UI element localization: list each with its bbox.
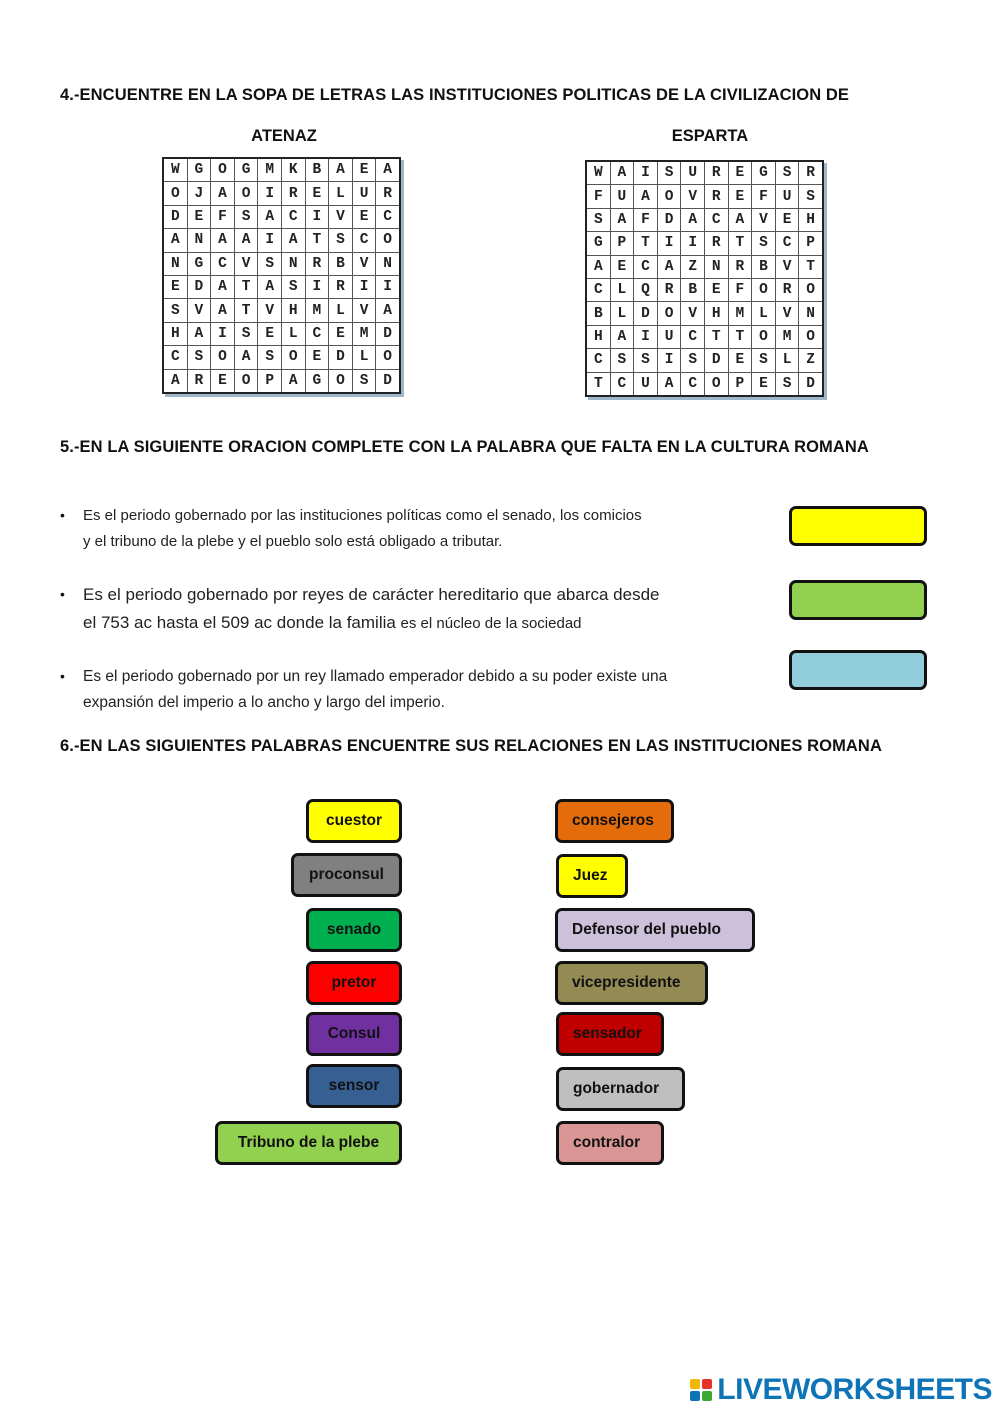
esparta-cell[interactable]: A	[657, 255, 681, 278]
esparta-cell[interactable]: I	[634, 161, 658, 185]
bullet-2: •	[60, 586, 65, 602]
esparta-cell[interactable]: M	[728, 302, 752, 325]
sentence-3-line-2: expansión del imperio a lo ancho y largo del imperio.	[83, 694, 445, 711]
atenas-cell[interactable]: I	[258, 229, 282, 252]
atenas-cell[interactable]: R	[187, 369, 211, 393]
atenas-cell[interactable]: F	[211, 205, 235, 228]
esparta-row	[586, 208, 823, 231]
esparta-cell[interactable]: C	[681, 325, 705, 348]
esparta-cell[interactable]: U	[634, 372, 658, 396]
term-consul[interactable]	[306, 1012, 402, 1056]
atenas-cell[interactable]: J	[187, 182, 211, 205]
esparta-cell[interactable]: R	[704, 232, 728, 255]
esparta-cell[interactable]: L	[610, 302, 634, 325]
esparta-cell[interactable]: U	[775, 185, 799, 208]
esparta-row	[586, 372, 823, 396]
atenas-cell[interactable]: A	[281, 229, 305, 252]
atenas-cell[interactable]: O	[376, 229, 400, 252]
atenas-cell[interactable]: U	[352, 182, 376, 205]
esparta-row	[586, 302, 823, 325]
atenas-cell[interactable]: H	[281, 299, 305, 322]
esparta-word-search[interactable]	[585, 160, 824, 397]
atenas-cell[interactable]: A	[281, 369, 305, 393]
atenas-cell[interactable]: G	[187, 158, 211, 182]
atenas-row	[163, 346, 400, 369]
logo-blocks-icon	[690, 1379, 712, 1401]
relation-contralor[interactable]	[556, 1121, 664, 1165]
esparta-cell[interactable]: A	[610, 208, 634, 231]
esparta-cell[interactable]: O	[657, 185, 681, 208]
atenas-cell[interactable]: A	[163, 229, 187, 252]
atenas-row	[163, 275, 400, 298]
atenas-cell[interactable]: C	[211, 252, 235, 275]
esparta-cell[interactable]: A	[610, 161, 634, 185]
atenas-cell[interactable]: O	[163, 182, 187, 205]
atenas-cell[interactable]: S	[234, 205, 258, 228]
relation-juez-label: Juez	[573, 867, 608, 884]
esparta-cell[interactable]: H	[586, 325, 610, 348]
esparta-cell[interactable]: T	[799, 255, 823, 278]
atenas-cell[interactable]: V	[352, 252, 376, 275]
esparta-cell[interactable]: C	[775, 232, 799, 255]
esparta-cell[interactable]: R	[728, 255, 752, 278]
atenas-cell[interactable]: R	[376, 182, 400, 205]
atenas-cell[interactable]: K	[281, 158, 305, 182]
esparta-cell[interactable]: E	[728, 349, 752, 372]
bullet-3: •	[60, 668, 65, 684]
atenas-cell[interactable]: C	[352, 229, 376, 252]
relation-vicepresidente[interactable]	[555, 961, 708, 1005]
atenas-cell[interactable]: O	[211, 346, 235, 369]
atenas-cell[interactable]: S	[258, 346, 282, 369]
atenas-row	[163, 369, 400, 393]
atenas-cell[interactable]: E	[352, 158, 376, 182]
sentence-2-line-2	[83, 609, 659, 638]
bullet-1: •	[60, 507, 65, 523]
atenas-row	[163, 252, 400, 275]
atenas-cell[interactable]: V	[329, 205, 353, 228]
atenas-cell[interactable]: A	[187, 322, 211, 345]
atenas-cell[interactable]: S	[258, 252, 282, 275]
atenas-row	[163, 299, 400, 322]
atenas-cell[interactable]: A	[329, 158, 353, 182]
esparta-cell[interactable]: U	[657, 325, 681, 348]
relation-gobernador[interactable]	[556, 1067, 685, 1111]
esparta-cell[interactable]: R	[775, 278, 799, 301]
esparta-cell[interactable]: E	[728, 185, 752, 208]
esparta-cell[interactable]: V	[752, 208, 776, 231]
esparta-cell[interactable]: F	[728, 278, 752, 301]
atenas-cell[interactable]: O	[234, 369, 258, 393]
atenas-cell[interactable]: V	[258, 299, 282, 322]
term-consul-label: Consul	[327, 1025, 381, 1042]
esparta-cell[interactable]: S	[681, 349, 705, 372]
esparta-cell[interactable]: C	[586, 349, 610, 372]
atenas-cell[interactable]: M	[258, 158, 282, 182]
atenas-cell[interactable]: O	[376, 346, 400, 369]
atenas-cell[interactable]: S	[163, 299, 187, 322]
esparta-cell[interactable]: S	[752, 349, 776, 372]
term-pretor-label: pretor	[331, 974, 377, 991]
atenas-cell[interactable]: R	[305, 252, 329, 275]
atenas-cell[interactable]: L	[352, 346, 376, 369]
esparta-cell[interactable]: D	[704, 349, 728, 372]
atenas-cell[interactable]: E	[329, 322, 353, 345]
atenas-cell[interactable]: W	[163, 158, 187, 182]
esparta-row	[586, 349, 823, 372]
esparta-cell[interactable]: T	[728, 325, 752, 348]
relation-consejeros[interactable]	[555, 799, 674, 843]
esparta-cell[interactable]: E	[610, 255, 634, 278]
esparta-cell[interactable]: P	[610, 232, 634, 255]
esparta-cell[interactable]: V	[681, 185, 705, 208]
esparta-cell[interactable]: I	[681, 232, 705, 255]
atenas-row	[163, 229, 400, 252]
atenas-cell[interactable]: N	[187, 229, 211, 252]
relation-sensador-label: sensador	[573, 1025, 642, 1042]
sentence-1	[83, 503, 642, 555]
esparta-cell[interactable]: C	[610, 372, 634, 396]
atenas-cell[interactable]: I	[305, 275, 329, 298]
atenas-cell[interactable]: B	[329, 252, 353, 275]
sentence-3	[83, 664, 667, 716]
term-cuestor-label: cuestor	[326, 812, 382, 829]
atenas-cell[interactable]: A	[376, 158, 400, 182]
term-tribuno-label: Tribuno de la plebe	[237, 1134, 380, 1151]
esparta-cell[interactable]: U	[681, 161, 705, 185]
atenas-cell[interactable]: T	[234, 275, 258, 298]
esparta-cell[interactable]: T	[728, 232, 752, 255]
atenas-cell[interactable]: E	[305, 346, 329, 369]
section-4-heading: 4.-ENCUENTRE EN LA SOPA DE LETRAS LAS INSTITUCIONES POLITICAS DE LA CIVILIZACION DE	[60, 86, 850, 104]
esparta-cell[interactable]: D	[634, 302, 658, 325]
esparta-row	[586, 255, 823, 278]
esparta-cell[interactable]: C	[634, 255, 658, 278]
atenas-cell[interactable]: O	[211, 158, 235, 182]
esparta-cell[interactable]: E	[704, 278, 728, 301]
answer-box-republica[interactable]	[789, 506, 927, 546]
atenas-word-search[interactable]	[162, 157, 401, 394]
atenas-cell[interactable]: D	[187, 275, 211, 298]
term-sensor-label: sensor	[328, 1077, 380, 1094]
esparta-cell[interactable]: I	[657, 232, 681, 255]
esparta-cell[interactable]: O	[799, 278, 823, 301]
atenas-cell[interactable]: A	[258, 275, 282, 298]
atenas-row	[163, 205, 400, 228]
atenas-cell[interactable]: H	[163, 322, 187, 345]
esparta-cell[interactable]: F	[634, 208, 658, 231]
atenas-cell[interactable]: L	[329, 299, 353, 322]
atenas-cell[interactable]: O	[329, 369, 353, 393]
esparta-cell[interactable]: S	[610, 349, 634, 372]
atenas-cell[interactable]: B	[305, 158, 329, 182]
atenas-cell[interactable]: I	[305, 205, 329, 228]
term-senado-label: senado	[326, 921, 382, 938]
section-6-heading: 6.-EN LAS SIGUIENTES PALABRAS ENCUENTRE SUS RELACIONES EN LAS INSTITUCIONES ROMANA	[60, 737, 882, 755]
atenas-cell[interactable]: I	[258, 182, 282, 205]
atenas-cell[interactable]: I	[352, 275, 376, 298]
relation-consejeros-label: consejeros	[572, 812, 654, 829]
relation-defensor-del-pueblo[interactable]	[555, 908, 755, 952]
atenas-cell[interactable]: M	[352, 322, 376, 345]
esparta-row	[586, 325, 823, 348]
esparta-cell[interactable]: V	[681, 302, 705, 325]
section-5-heading: 5.-EN LA SIGUIENTE ORACION COMPLETE CON LA PALABRA QUE FALTA EN LA CULTURA ROMANA	[60, 438, 869, 456]
esparta-cell[interactable]: M	[775, 325, 799, 348]
esparta-cell[interactable]: V	[775, 255, 799, 278]
esparta-cell[interactable]: S	[775, 161, 799, 185]
atenas-cell[interactable]: E	[258, 322, 282, 345]
atenas-row	[163, 322, 400, 345]
atenas-cell[interactable]: N	[376, 252, 400, 275]
atenas-cell[interactable]: N	[281, 252, 305, 275]
relation-juez[interactable]	[556, 854, 628, 898]
esparta-cell[interactable]: L	[775, 349, 799, 372]
atenas-cell[interactable]: C	[281, 205, 305, 228]
term-tribuno-de-la-plebe[interactable]	[215, 1121, 402, 1165]
esparta-cell[interactable]: O	[752, 325, 776, 348]
atenas-cell[interactable]: E	[187, 205, 211, 228]
esparta-cell[interactable]: R	[704, 161, 728, 185]
atenas-cell[interactable]: P	[258, 369, 282, 393]
esparta-cell[interactable]: V	[775, 302, 799, 325]
atenas-cell[interactable]: C	[305, 322, 329, 345]
esparta-cell[interactable]: Q	[634, 278, 658, 301]
esparta-cell[interactable]: G	[752, 161, 776, 185]
atenas-cell[interactable]: S	[281, 275, 305, 298]
liveworksheets-logo[interactable]	[690, 1373, 992, 1407]
atenas-cell[interactable]: O	[281, 346, 305, 369]
atenas-cell[interactable]: E	[211, 369, 235, 393]
esparta-cell[interactable]: W	[586, 161, 610, 185]
esparta-cell[interactable]: G	[586, 232, 610, 255]
atenas-cell[interactable]: E	[352, 205, 376, 228]
esparta-cell[interactable]: L	[752, 302, 776, 325]
sentence-1-line-2: y el tribuno de la plebe y el pueblo solo está obligado a tributar.	[83, 533, 503, 550]
esparta-cell[interactable]: S	[775, 372, 799, 396]
atenas-cell[interactable]: A	[234, 229, 258, 252]
esparta-cell[interactable]: P	[799, 232, 823, 255]
esparta-cell[interactable]: R	[799, 161, 823, 185]
relation-vicepresidente-label: vicepresidente	[572, 974, 681, 991]
esparta-cell[interactable]: A	[586, 255, 610, 278]
esparta-cell[interactable]: P	[728, 372, 752, 396]
atenas-cell[interactable]: V	[234, 252, 258, 275]
atenas-cell[interactable]: S	[234, 322, 258, 345]
answer-box-imperio[interactable]	[789, 650, 927, 690]
esparta-cell[interactable]: S	[752, 232, 776, 255]
atenas-row	[163, 182, 400, 205]
term-proconsul-label: proconsul	[309, 866, 384, 883]
esparta-cell[interactable]: N	[799, 302, 823, 325]
atenas-cell[interactable]: A	[234, 346, 258, 369]
esparta-cell[interactable]: E	[728, 161, 752, 185]
esparta-cell[interactable]: O	[704, 372, 728, 396]
atenas-cell[interactable]: I	[376, 275, 400, 298]
esparta-cell[interactable]: S	[657, 161, 681, 185]
relation-contralor-label: contralor	[573, 1134, 641, 1151]
esparta-cell[interactable]: O	[657, 302, 681, 325]
atenas-cell[interactable]: R	[329, 275, 353, 298]
atenas-cell[interactable]: M	[305, 299, 329, 322]
esparta-cell[interactable]: E	[752, 372, 776, 396]
relation-defensor-label: Defensor del pueblo	[572, 921, 721, 938]
atenas-cell[interactable]: G	[187, 252, 211, 275]
sentence-1-line-1: Es el periodo gobernado por las instituciones políticas como el senado, los comicios	[83, 507, 642, 524]
atenas-cell[interactable]: G	[305, 369, 329, 393]
esparta-cell[interactable]: C	[681, 372, 705, 396]
esparta-cell[interactable]: E	[775, 208, 799, 231]
sentence-3-line-1: Es el periodo gobernado por un rey llamado emperador debido a su poder existe una	[83, 668, 668, 685]
logo-text: LIVEWORKSHEETS	[717, 1373, 992, 1406]
atenas-cell[interactable]: C	[376, 205, 400, 228]
sentence-2-line-2b: es el núcleo de la sociedad	[400, 615, 582, 632]
esparta-cell[interactable]: B	[752, 255, 776, 278]
esparta-cell[interactable]: Z	[681, 255, 705, 278]
esparta-cell[interactable]: T	[586, 372, 610, 396]
atenas-cell[interactable]: T	[234, 299, 258, 322]
atenas-cell[interactable]: D	[376, 369, 400, 393]
esparta-cell[interactable]: F	[586, 185, 610, 208]
atenas-cell[interactable]: C	[163, 346, 187, 369]
atenas-cell[interactable]: A	[211, 299, 235, 322]
atenas-cell[interactable]: A	[211, 182, 235, 205]
atenas-cell[interactable]: L	[281, 322, 305, 345]
atenas-cell[interactable]: A	[258, 205, 282, 228]
term-cuestor[interactable]	[306, 799, 402, 843]
term-proconsul[interactable]	[291, 853, 402, 897]
term-pretor[interactable]	[306, 961, 402, 1005]
esparta-row	[586, 278, 823, 301]
esparta-cell[interactable]: I	[634, 325, 658, 348]
relation-sensador[interactable]	[556, 1012, 664, 1056]
term-sensor[interactable]	[306, 1064, 402, 1108]
esparta-cell[interactable]: H	[704, 302, 728, 325]
atenas-cell[interactable]: A	[211, 275, 235, 298]
atenas-row	[163, 158, 400, 182]
esparta-cell[interactable]: C	[586, 278, 610, 301]
esparta-cell[interactable]: A	[634, 185, 658, 208]
atenas-cell[interactable]: E	[305, 182, 329, 205]
esparta-cell[interactable]: H	[799, 208, 823, 231]
atenas-cell[interactable]: S	[187, 346, 211, 369]
answer-box-monarquia[interactable]	[789, 580, 927, 620]
esparta-cell[interactable]: S	[586, 208, 610, 231]
atenas-cell[interactable]: S	[329, 229, 353, 252]
esparta-cell[interactable]: F	[752, 185, 776, 208]
esparta-cell[interactable]: R	[657, 278, 681, 301]
esparta-cell[interactable]: D	[657, 208, 681, 231]
esparta-cell[interactable]: A	[728, 208, 752, 231]
atenas-cell[interactable]: N	[163, 252, 187, 275]
esparta-cell[interactable]: N	[704, 255, 728, 278]
sentence-2-line-2a: el 753 ac hasta el 509 ac donde la familia	[83, 613, 401, 632]
atenas-cell[interactable]: O	[234, 182, 258, 205]
atenas-cell[interactable]: E	[163, 275, 187, 298]
esparta-row	[586, 232, 823, 255]
esparta-cell[interactable]: A	[681, 208, 705, 231]
esparta-cell[interactable]: Z	[799, 349, 823, 372]
atenas-cell[interactable]: D	[329, 346, 353, 369]
atenas-cell[interactable]: A	[376, 299, 400, 322]
sentence-2-line-1: Es el periodo gobernado por reyes de carácter hereditario que abarca desde	[83, 585, 660, 604]
esparta-cell[interactable]: B	[681, 278, 705, 301]
atenas-cell[interactable]: D	[376, 322, 400, 345]
atenas-cell[interactable]: L	[329, 182, 353, 205]
esparta-row	[586, 185, 823, 208]
esparta-cell[interactable]: T	[704, 325, 728, 348]
esparta-cell[interactable]: T	[634, 232, 658, 255]
atenas-cell[interactable]: A	[163, 369, 187, 393]
atenas-cell[interactable]: V	[187, 299, 211, 322]
atenas-cell[interactable]: S	[352, 369, 376, 393]
atenas-cell[interactable]: A	[211, 229, 235, 252]
esparta-grid-title: ESPARTA	[671, 127, 749, 145]
esparta-cell[interactable]: O	[752, 278, 776, 301]
relation-gobernador-label: gobernador	[573, 1080, 660, 1097]
esparta-cell[interactable]: B	[586, 302, 610, 325]
esparta-cell[interactable]: A	[657, 372, 681, 396]
atenas-cell[interactable]: V	[352, 299, 376, 322]
atenas-cell[interactable]: R	[281, 182, 305, 205]
esparta-cell[interactable]: I	[657, 349, 681, 372]
esparta-cell[interactable]: O	[799, 325, 823, 348]
atenas-cell[interactable]: I	[211, 322, 235, 345]
term-senado[interactable]	[306, 908, 402, 952]
atenas-cell[interactable]: D	[163, 205, 187, 228]
esparta-cell[interactable]: D	[799, 372, 823, 396]
esparta-cell[interactable]: C	[704, 208, 728, 231]
esparta-cell[interactable]: S	[634, 349, 658, 372]
esparta-row	[586, 161, 823, 185]
atenas-grid-title: ATENAZ	[251, 127, 317, 145]
esparta-cell[interactable]: R	[704, 185, 728, 208]
esparta-cell[interactable]: U	[610, 185, 634, 208]
atenas-cell[interactable]: T	[305, 229, 329, 252]
esparta-cell[interactable]: S	[799, 185, 823, 208]
atenas-cell[interactable]: G	[234, 158, 258, 182]
sentence-2	[83, 581, 659, 638]
esparta-cell[interactable]: A	[610, 325, 634, 348]
esparta-cell[interactable]: L	[610, 278, 634, 301]
